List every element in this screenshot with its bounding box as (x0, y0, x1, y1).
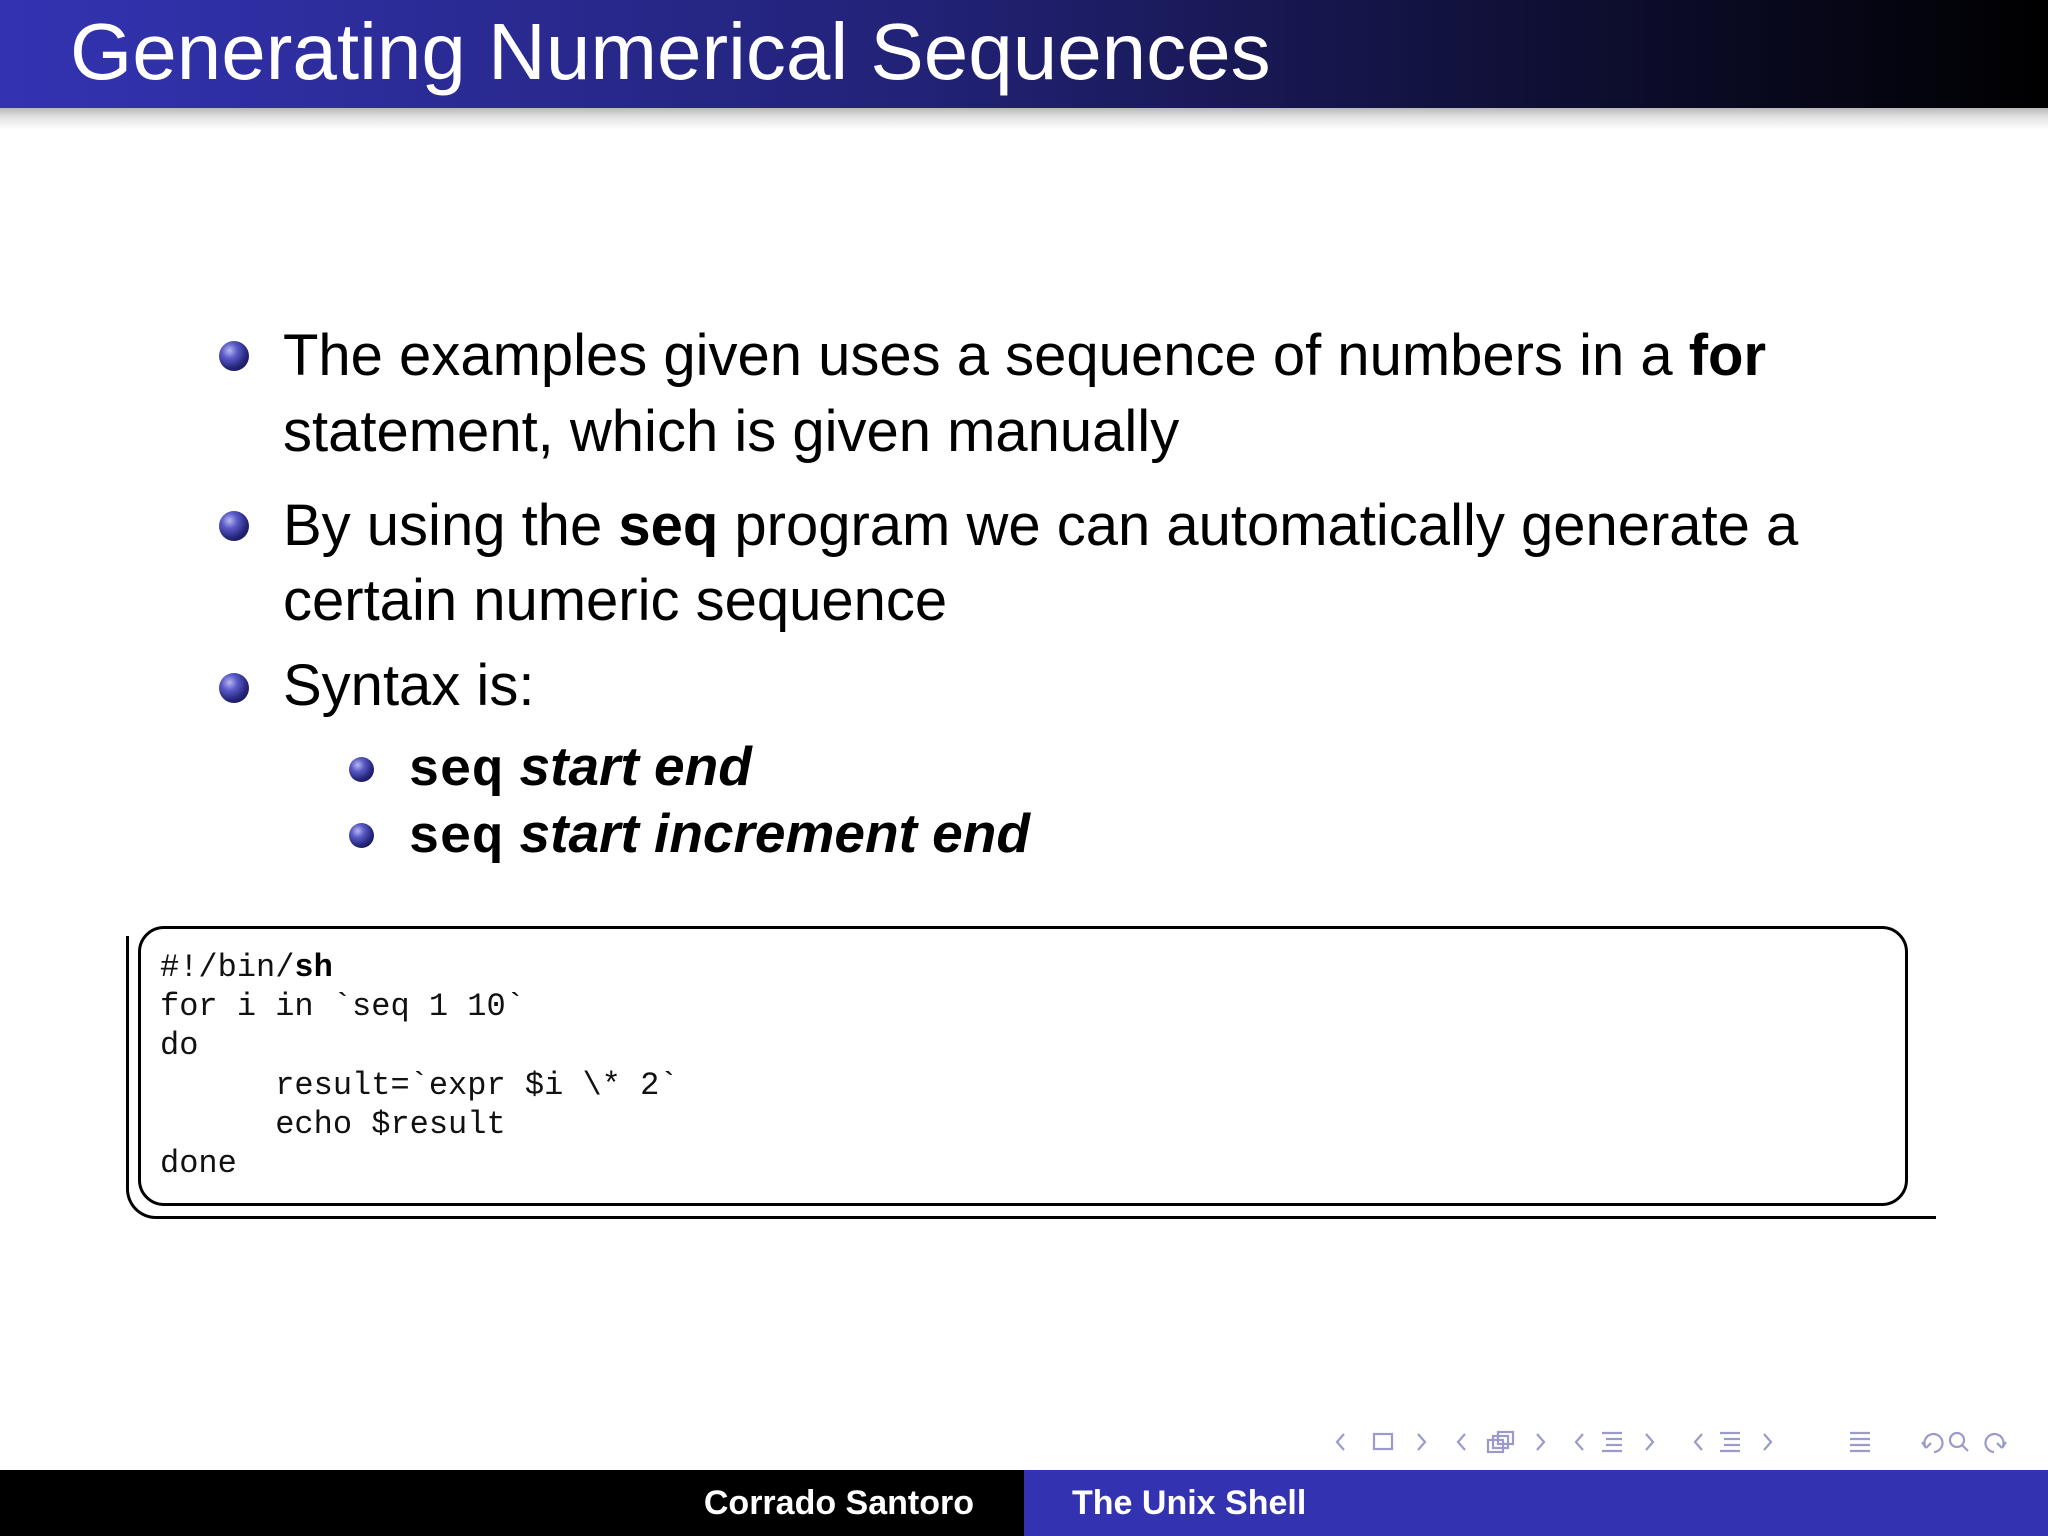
bullet-text (283, 488, 1798, 564)
frame-icon (1374, 1434, 1392, 1449)
bullet-text-continued: statement, which is given manually (283, 399, 1180, 464)
keyword-for: for (1688, 323, 1767, 388)
sub-bullet-ball-icon (349, 757, 374, 782)
code-line: #!/bin/ (160, 949, 295, 986)
doc-icon (1720, 1433, 1740, 1451)
frame-next-arrow-icon (1418, 1434, 1425, 1450)
section-prev-arrow-icon (1576, 1434, 1583, 1450)
footer-title-panel (1024, 1470, 2048, 1536)
forward-icon (1986, 1434, 2006, 1452)
code-line: echo $result (160, 1105, 506, 1143)
title-bar-shadow (0, 108, 2048, 130)
appendix-icon (1850, 1433, 1870, 1451)
code-line: do (160, 1027, 199, 1065)
subsection-next-arrow-icon (1537, 1434, 1544, 1450)
title-bar (0, 0, 2048, 108)
navigation-symbols (1330, 1422, 2040, 1462)
bullet-text-part: The examples given uses a sequence of numbers in a (283, 323, 1689, 388)
subsection-prev-arrow-icon (1458, 1434, 1465, 1450)
syntax-args: start increment end (519, 802, 1030, 864)
bullet-ball-icon (219, 341, 249, 371)
syntax-command: seq (408, 808, 504, 868)
syntax-command: seq (408, 741, 504, 801)
sub-bullet-ball-icon (349, 823, 374, 848)
code-line: result=`expr $i \* 2` (160, 1066, 679, 1104)
doc-next-arrow-icon (1764, 1434, 1771, 1450)
bullet-text (283, 318, 1766, 394)
footer-author: Corrado Santoro (703, 1484, 974, 1522)
syntax-args: start end (519, 735, 752, 797)
bullet-ball-icon (219, 511, 249, 541)
code-keyword: sh (294, 949, 333, 986)
section-next-arrow-icon (1646, 1434, 1653, 1450)
code-line: done (160, 1145, 237, 1183)
bullet-text-continued: certain numeric sequence (283, 568, 948, 633)
section-icon (1602, 1433, 1622, 1451)
back-icon (1922, 1434, 1942, 1452)
bullet-text-part: program we can automatically generate a (718, 493, 1799, 558)
slide-title: Generating Numerical Sequences (70, 7, 1271, 96)
subsection-icon (1488, 1432, 1513, 1452)
doc-prev-arrow-icon (1695, 1434, 1702, 1450)
frame-prev-arrow-icon (1337, 1434, 1344, 1450)
code-line: for i in `seq 1 10` (160, 988, 525, 1026)
bullet-text-part: By using the (283, 493, 619, 558)
bullet-text: Syntax is: (283, 653, 535, 718)
bullet-ball-icon (219, 673, 249, 703)
code-listing (160, 948, 678, 1183)
search-icon (1950, 1433, 1968, 1451)
keyword-seq: seq (618, 493, 719, 558)
navigation-bar (1330, 1422, 2040, 1462)
footer-author-panel (0, 1470, 1024, 1536)
syntax-form (408, 795, 1030, 876)
footer-title: The Unix Shell (1072, 1484, 1307, 1522)
code-box-shadow-edge (1880, 1216, 1936, 1219)
